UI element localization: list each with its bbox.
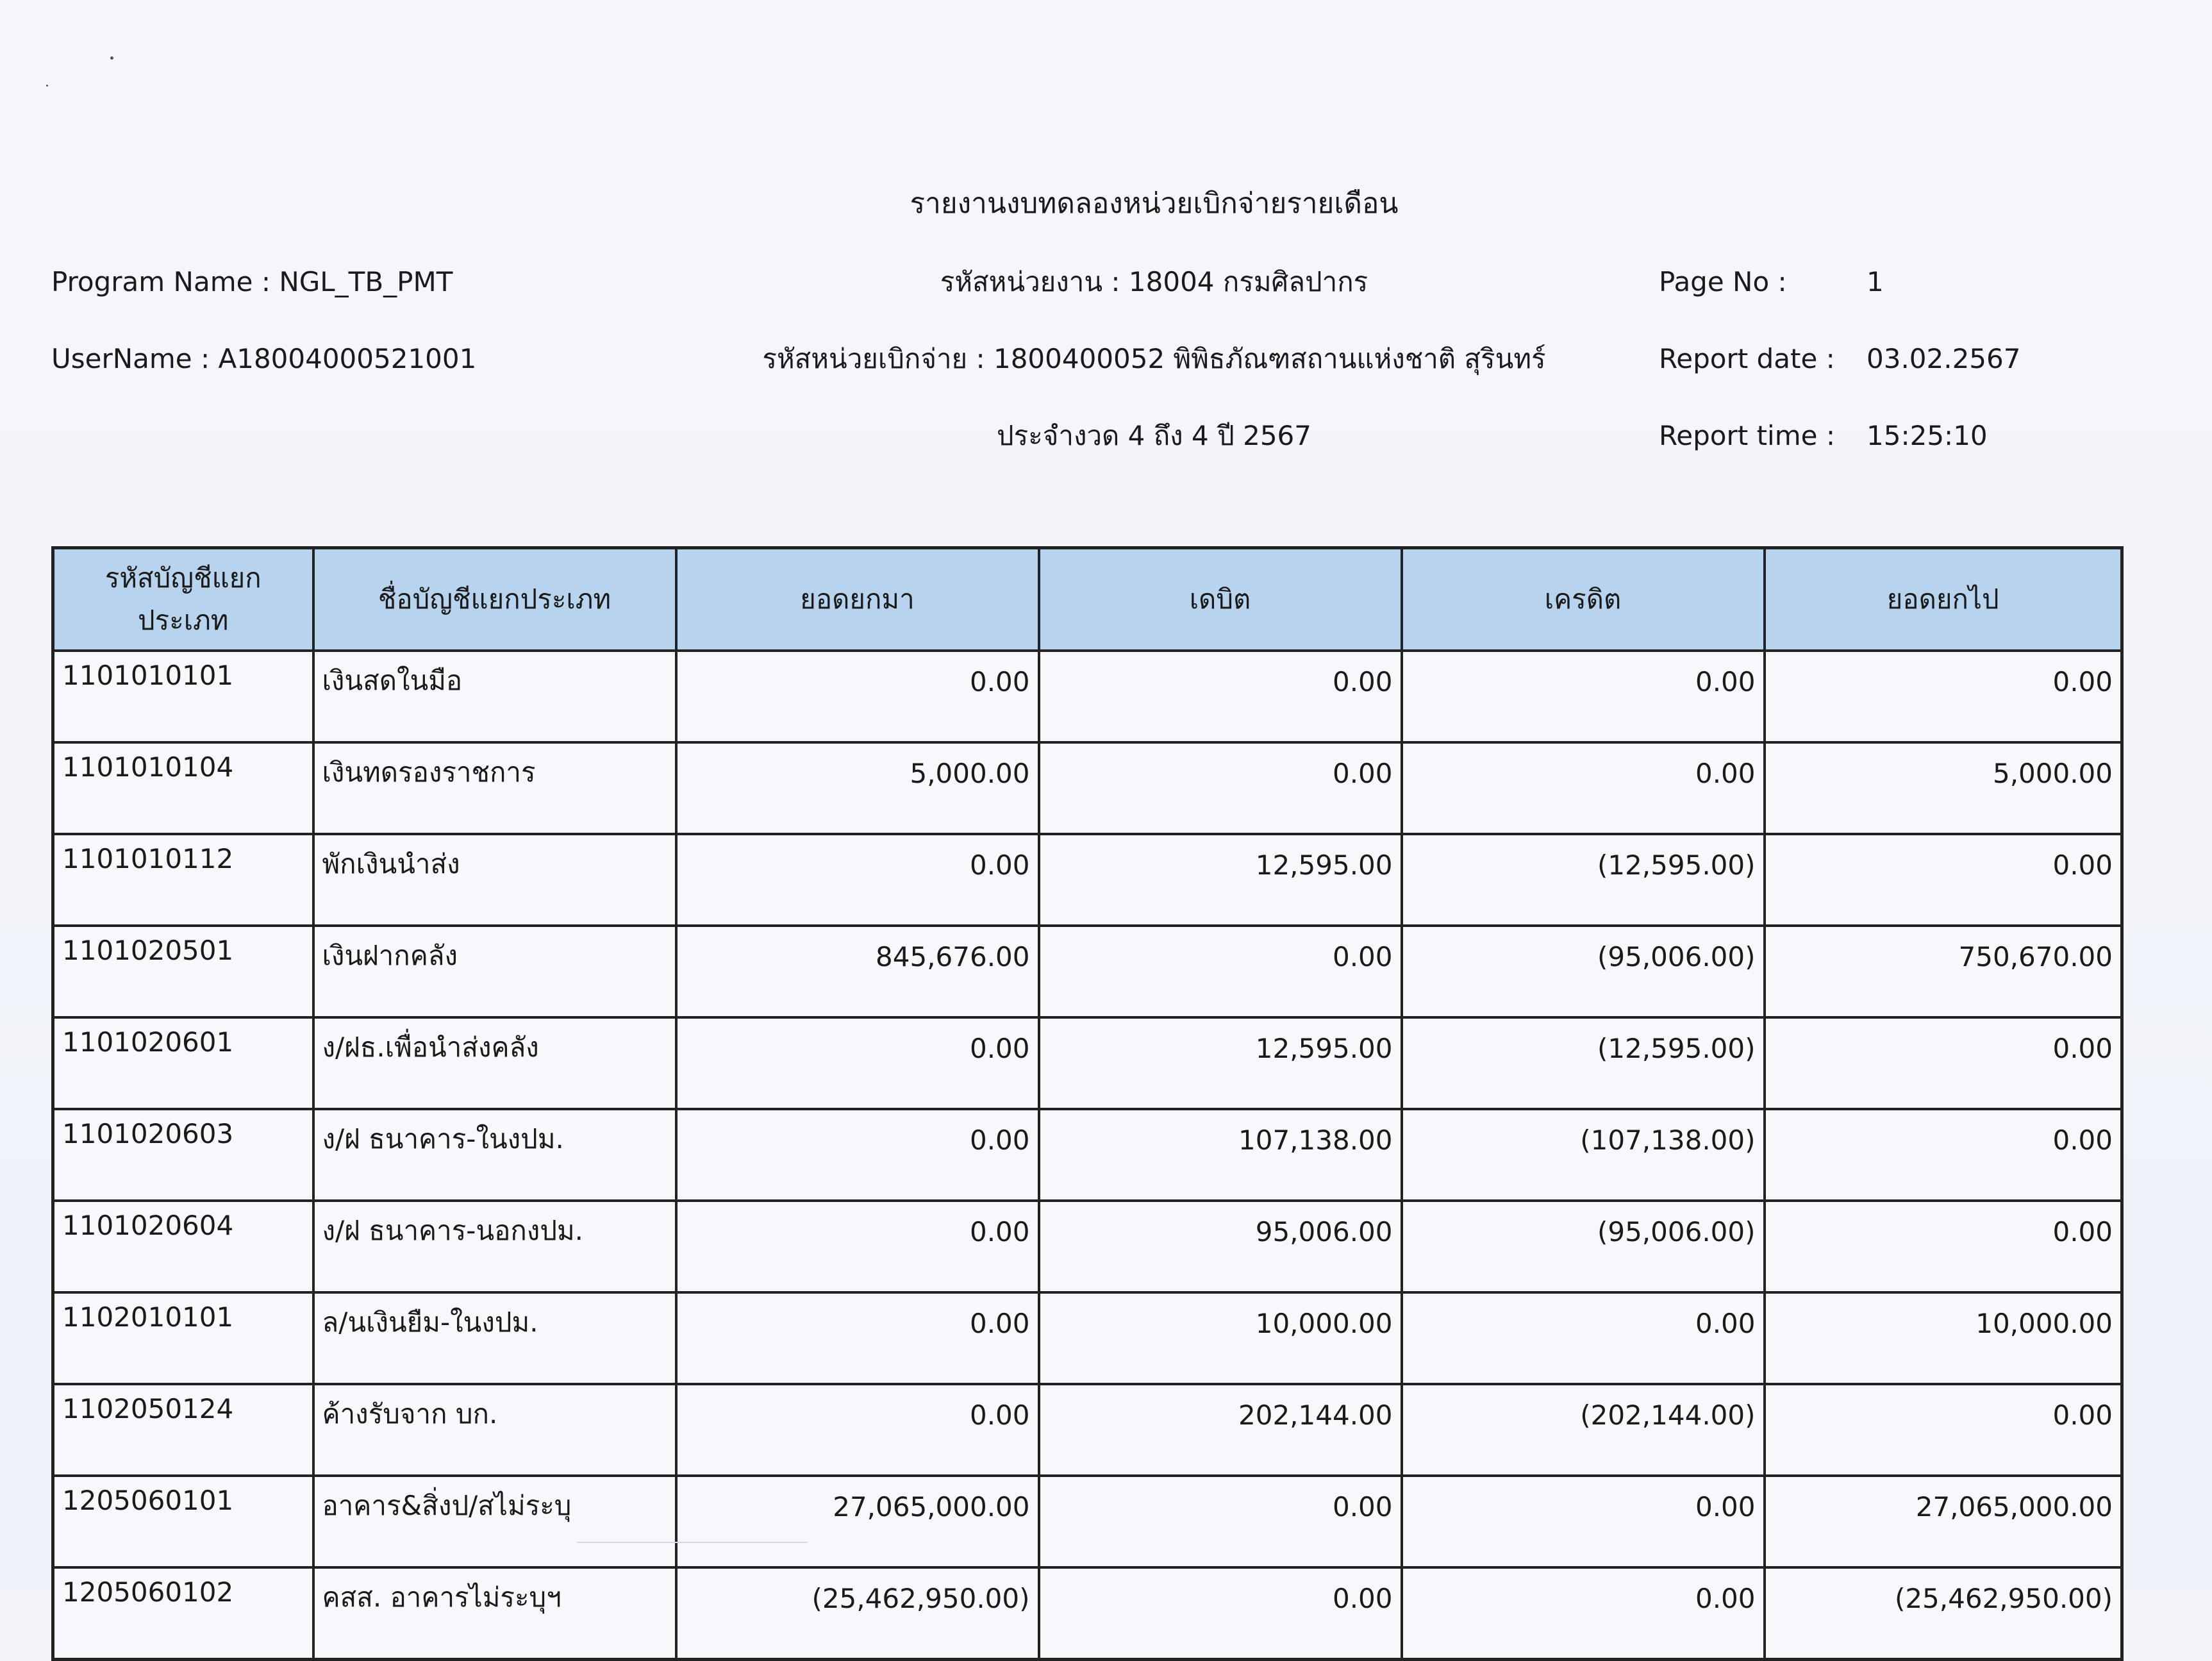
credit: (107,138.00) <box>1402 1109 1765 1201</box>
table-row <box>53 1476 2122 1567</box>
page-no-value: 1 <box>1867 266 1884 297</box>
table-row <box>53 1017 2122 1109</box>
report-time-value: 15:25:10 <box>1867 420 1988 451</box>
table-row <box>53 651 2122 742</box>
debit: 10,000.00 <box>1039 1292 1402 1384</box>
report-period: ประจำงวด 4 ถึง 4 ปี 2567 <box>996 420 1312 451</box>
report-date-value: 03.02.2567 <box>1867 343 2021 374</box>
credit: 0.00 <box>1402 1567 1765 1660</box>
carried-forward: (25,462,950.00) <box>1765 1567 2122 1660</box>
carried-forward: 0.00 <box>1765 834 2122 926</box>
table-row <box>53 1292 2122 1384</box>
credit: 0.00 <box>1402 1476 1765 1567</box>
carried-forward: 0.00 <box>1765 1201 2122 1292</box>
account-name: อาคาร&สิ่งป/สไม่ระบุ <box>313 1476 676 1567</box>
account-name: ง/ฝธ.เพื่อนำส่งคลัง <box>313 1017 676 1109</box>
col-header-brought-forward: ยอดยกมา <box>676 548 1039 651</box>
account-code: 1101020501 <box>53 926 313 1017</box>
brought-forward: 0.00 <box>676 1017 1039 1109</box>
table-row <box>53 926 2122 1017</box>
carried-forward: 750,670.00 <box>1765 926 2122 1017</box>
brought-forward: 0.00 <box>676 1109 1039 1201</box>
scan-speck <box>46 85 48 87</box>
divider <box>577 1542 808 1543</box>
col-header-credit: เครดิต <box>1402 548 1765 651</box>
table-row <box>53 1109 2122 1201</box>
account-name: ง/ฝ ธนาคาร-ในงปม. <box>313 1109 676 1201</box>
account-name: ง/ฝ ธนาคาร-นอกงปม. <box>313 1201 676 1292</box>
brought-forward: 845,676.00 <box>676 926 1039 1017</box>
table-row <box>53 834 2122 926</box>
col-header-carried-forward: ยอดยกไป <box>1765 548 2122 651</box>
account-code: 1205060102 <box>53 1567 313 1660</box>
brought-forward: 0.00 <box>676 1384 1039 1476</box>
user-name: UserName : A18004000521001 <box>51 343 477 374</box>
account-code: 1101020601 <box>53 1017 313 1109</box>
debit: 107,138.00 <box>1039 1109 1402 1201</box>
brought-forward: 0.00 <box>676 651 1039 742</box>
debit: 0.00 <box>1039 651 1402 742</box>
disbursing-unit: รหัสหน่วยเบิกจ่าย : 1800400052 พิพิธภัณฑสถานแห่งชาติ สุรินทร์ <box>762 343 1546 374</box>
debit: 12,595.00 <box>1039 834 1402 926</box>
account-name: เงินทดรองราชการ <box>313 742 676 834</box>
account-code: 1102050124 <box>53 1384 313 1476</box>
account-code: 1101020604 <box>53 1201 313 1292</box>
account-name: คสส. อาคารไม่ระบุฯ <box>313 1567 676 1660</box>
brought-forward: 27,065,000.00 <box>676 1476 1039 1567</box>
agency-code: รหัสหน่วยงาน : 18004 กรมศิลปากร <box>940 266 1368 297</box>
carried-forward: 0.00 <box>1765 1017 2122 1109</box>
credit: (202,144.00) <box>1402 1384 1765 1476</box>
carried-forward: 0.00 <box>1765 1109 2122 1201</box>
account-code: 1101010101 <box>53 651 313 742</box>
program-name: Program Name : NGL_TB_PMT <box>51 266 453 297</box>
brought-forward: 5,000.00 <box>676 742 1039 834</box>
credit: (95,006.00) <box>1402 926 1765 1017</box>
table-header-row <box>53 548 2122 651</box>
brought-forward: 0.00 <box>676 834 1039 926</box>
debit: 12,595.00 <box>1039 1017 1402 1109</box>
brought-forward: (25,462,950.00) <box>676 1567 1039 1660</box>
carried-forward: 5,000.00 <box>1765 742 2122 834</box>
account-name: เงินฝากคลัง <box>313 926 676 1017</box>
page-no-label: Page No : <box>1659 266 1787 297</box>
report-time-label: Report time : <box>1659 420 1835 451</box>
account-name: เงินสดในมือ <box>313 651 676 742</box>
credit: (12,595.00) <box>1402 834 1765 926</box>
table-row <box>53 742 2122 834</box>
brought-forward: 0.00 <box>676 1201 1039 1292</box>
report-title: รายงานงบทดลองหน่วยเบิกจ่ายรายเดือน <box>910 187 1399 220</box>
debit: 0.00 <box>1039 1567 1402 1660</box>
credit: (95,006.00) <box>1402 1201 1765 1292</box>
credit: 0.00 <box>1402 651 1765 742</box>
debit: 0.00 <box>1039 1476 1402 1567</box>
account-name: พักเงินนำส่ง <box>313 834 676 926</box>
debit: 202,144.00 <box>1039 1384 1402 1476</box>
carried-forward: 0.00 <box>1765 651 2122 742</box>
account-code: 1101020603 <box>53 1109 313 1201</box>
account-code: 1101010104 <box>53 742 313 834</box>
table-row <box>53 1201 2122 1292</box>
col-header-debit: เดบิต <box>1039 548 1402 651</box>
credit: 0.00 <box>1402 1292 1765 1384</box>
col-header-account-name: ชื่อบัญชีแยกประเภท <box>313 548 676 651</box>
col-header-account-code: รหัสบัญชีแยกประเภท <box>53 548 313 651</box>
account-code: 1102010101 <box>53 1292 313 1384</box>
carried-forward: 27,065,000.00 <box>1765 1476 2122 1567</box>
trial-balance-table <box>51 546 2124 1661</box>
debit: 95,006.00 <box>1039 1201 1402 1292</box>
account-name: ค้างรับจาก บก. <box>313 1384 676 1476</box>
credit: (12,595.00) <box>1402 1017 1765 1109</box>
report-date-label: Report date : <box>1659 343 1835 374</box>
account-name: ล/นเงินยืม-ในงปม. <box>313 1292 676 1384</box>
debit: 0.00 <box>1039 742 1402 834</box>
credit: 0.00 <box>1402 742 1765 834</box>
carried-forward: 10,000.00 <box>1765 1292 2122 1384</box>
brought-forward: 0.00 <box>676 1292 1039 1384</box>
debit: 0.00 <box>1039 926 1402 1017</box>
table-row <box>53 1567 2122 1660</box>
table-row <box>53 1384 2122 1476</box>
carried-forward: 0.00 <box>1765 1384 2122 1476</box>
account-code: 1101010112 <box>53 834 313 926</box>
account-code: 1205060101 <box>53 1476 313 1567</box>
scan-speck <box>110 56 113 60</box>
